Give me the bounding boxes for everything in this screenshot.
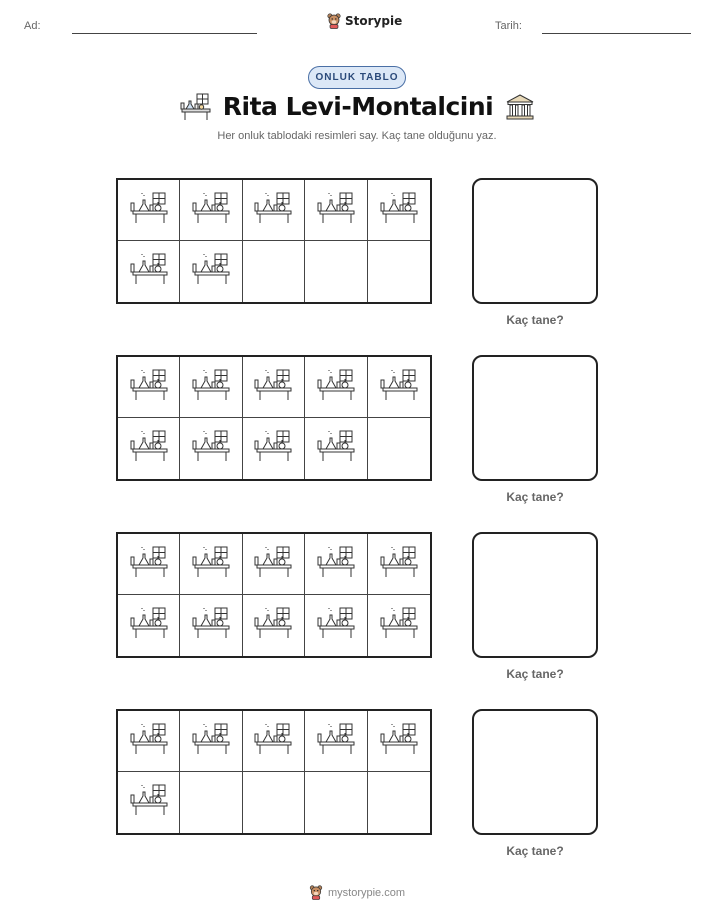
- ten-frame-cell: [243, 180, 305, 241]
- ten-frame-cell: [243, 534, 305, 595]
- lab-bench-icon: [191, 723, 231, 760]
- ten-frame-cell: [180, 241, 242, 302]
- lab-bench-icon: [253, 192, 293, 229]
- name-label: Ad:: [24, 20, 41, 32]
- lab-bench-icon: [253, 546, 293, 583]
- answer-box-2[interactable]: [472, 355, 598, 481]
- ten-frame-cell: [305, 534, 367, 595]
- answer-prompt-2: Kaç tane?: [506, 490, 564, 504]
- lab-bench-icon: [191, 369, 231, 406]
- lab-bench-icon: [253, 369, 293, 406]
- date-write-line[interactable]: [542, 33, 691, 34]
- lab-bench-icon: [191, 430, 231, 467]
- ten-frame-cell: [305, 711, 367, 772]
- lab-bench-icon: [191, 546, 231, 583]
- date-label: Tarih:: [495, 20, 522, 32]
- lab-bench-icon: [379, 607, 419, 644]
- ten-frame-cell: [243, 595, 305, 656]
- brand-name: Storypie: [345, 14, 403, 28]
- ten-frame-cell: [368, 241, 430, 302]
- instructions: Her onluk tablodaki resimleri say. Kaç tane olduğunu yaz.: [217, 130, 497, 142]
- lab-bench-icon: [379, 546, 419, 583]
- lab-bench-icon: [253, 607, 293, 644]
- ten-frame-cell: [180, 357, 242, 418]
- ten-frame-1: [116, 178, 432, 304]
- ten-frame-cell: [243, 357, 305, 418]
- ten-frame-cell: [118, 418, 180, 479]
- lab-bench-icon: [129, 723, 169, 760]
- ten-frame-cell: [305, 180, 367, 241]
- ten-frame-cell: [368, 357, 430, 418]
- ten-frame-cell: [180, 595, 242, 656]
- lab-bench-icon: [191, 253, 231, 290]
- lab-bench-icon: [129, 192, 169, 229]
- lab-bench-icon: [129, 430, 169, 467]
- ten-frame-cell: [368, 418, 430, 479]
- lab-bench-icon: [179, 93, 211, 121]
- ten-frame-cell: [305, 357, 367, 418]
- answer-box-4[interactable]: [472, 709, 598, 835]
- museum-building-icon: [505, 93, 535, 121]
- lab-bench-icon: [253, 430, 293, 467]
- lab-bench-icon: [379, 192, 419, 229]
- lab-bench-icon: [253, 723, 293, 760]
- ten-frame-cell: [118, 180, 180, 241]
- lab-bench-icon: [129, 253, 169, 290]
- ten-frame-cell: [243, 418, 305, 479]
- ten-frame-cell: [243, 711, 305, 772]
- ten-frame-cell: [305, 595, 367, 656]
- ten-frame-cell: [243, 772, 305, 833]
- answer-box-3[interactable]: [472, 532, 598, 658]
- name-write-line[interactable]: [72, 33, 257, 34]
- ten-frame-cell: [180, 418, 242, 479]
- ten-frame-cell: [118, 595, 180, 656]
- lab-bench-icon: [191, 607, 231, 644]
- ten-frame-cell: [368, 534, 430, 595]
- ten-frame-cell: [180, 534, 242, 595]
- answer-prompt-3: Kaç tane?: [506, 667, 564, 681]
- lab-bench-icon: [316, 430, 356, 467]
- ten-frame-cell: [368, 711, 430, 772]
- lab-bench-icon: [316, 192, 356, 229]
- ten-frame-cell: [118, 772, 180, 833]
- answer-box-1[interactable]: [472, 178, 598, 304]
- lab-bench-icon: [316, 607, 356, 644]
- ten-frame-2: [116, 355, 432, 481]
- lab-bench-icon: [129, 369, 169, 406]
- lab-bench-icon: [379, 369, 419, 406]
- ten-frame-cell: [118, 534, 180, 595]
- ten-frame-cell: [118, 711, 180, 772]
- ten-frame-4: [116, 709, 432, 835]
- lab-bench-icon: [129, 607, 169, 644]
- ten-frame-cell: [180, 772, 242, 833]
- ten-frame-3: [116, 532, 432, 658]
- footer-site: mystorypie.com: [327, 886, 406, 899]
- bear-mascot-icon: [327, 13, 341, 29]
- lab-bench-icon: [316, 369, 356, 406]
- footer: [0, 885, 714, 900]
- ten-frame-cell: [118, 241, 180, 302]
- ten-frame-cell: [305, 772, 367, 833]
- lab-bench-icon: [129, 546, 169, 583]
- ten-frame-cell: [368, 180, 430, 241]
- ten-frame-cell: [305, 241, 367, 302]
- ten-frame-cell: [180, 180, 242, 241]
- bear-mascot-icon: [309, 885, 323, 900]
- lab-bench-icon: [316, 546, 356, 583]
- worksheet-type-badge: ONLUK TABLO: [308, 66, 406, 89]
- ten-frame-cell: [368, 772, 430, 833]
- brand-logo: [327, 13, 402, 29]
- ten-frame-cell: [305, 418, 367, 479]
- lab-bench-icon: [316, 723, 356, 760]
- answer-prompt-1: Kaç tane?: [506, 313, 564, 327]
- lab-bench-icon: [191, 192, 231, 229]
- ten-frame-cell: [118, 357, 180, 418]
- answer-prompt-4: Kaç tane?: [506, 844, 564, 858]
- lab-bench-icon: [379, 723, 419, 760]
- ten-frame-cell: [368, 595, 430, 656]
- ten-frame-cell: [180, 711, 242, 772]
- ten-frame-cell: [243, 241, 305, 302]
- worksheet-title: Rita Levi-Montalcini: [222, 92, 494, 121]
- lab-bench-icon: [129, 784, 169, 821]
